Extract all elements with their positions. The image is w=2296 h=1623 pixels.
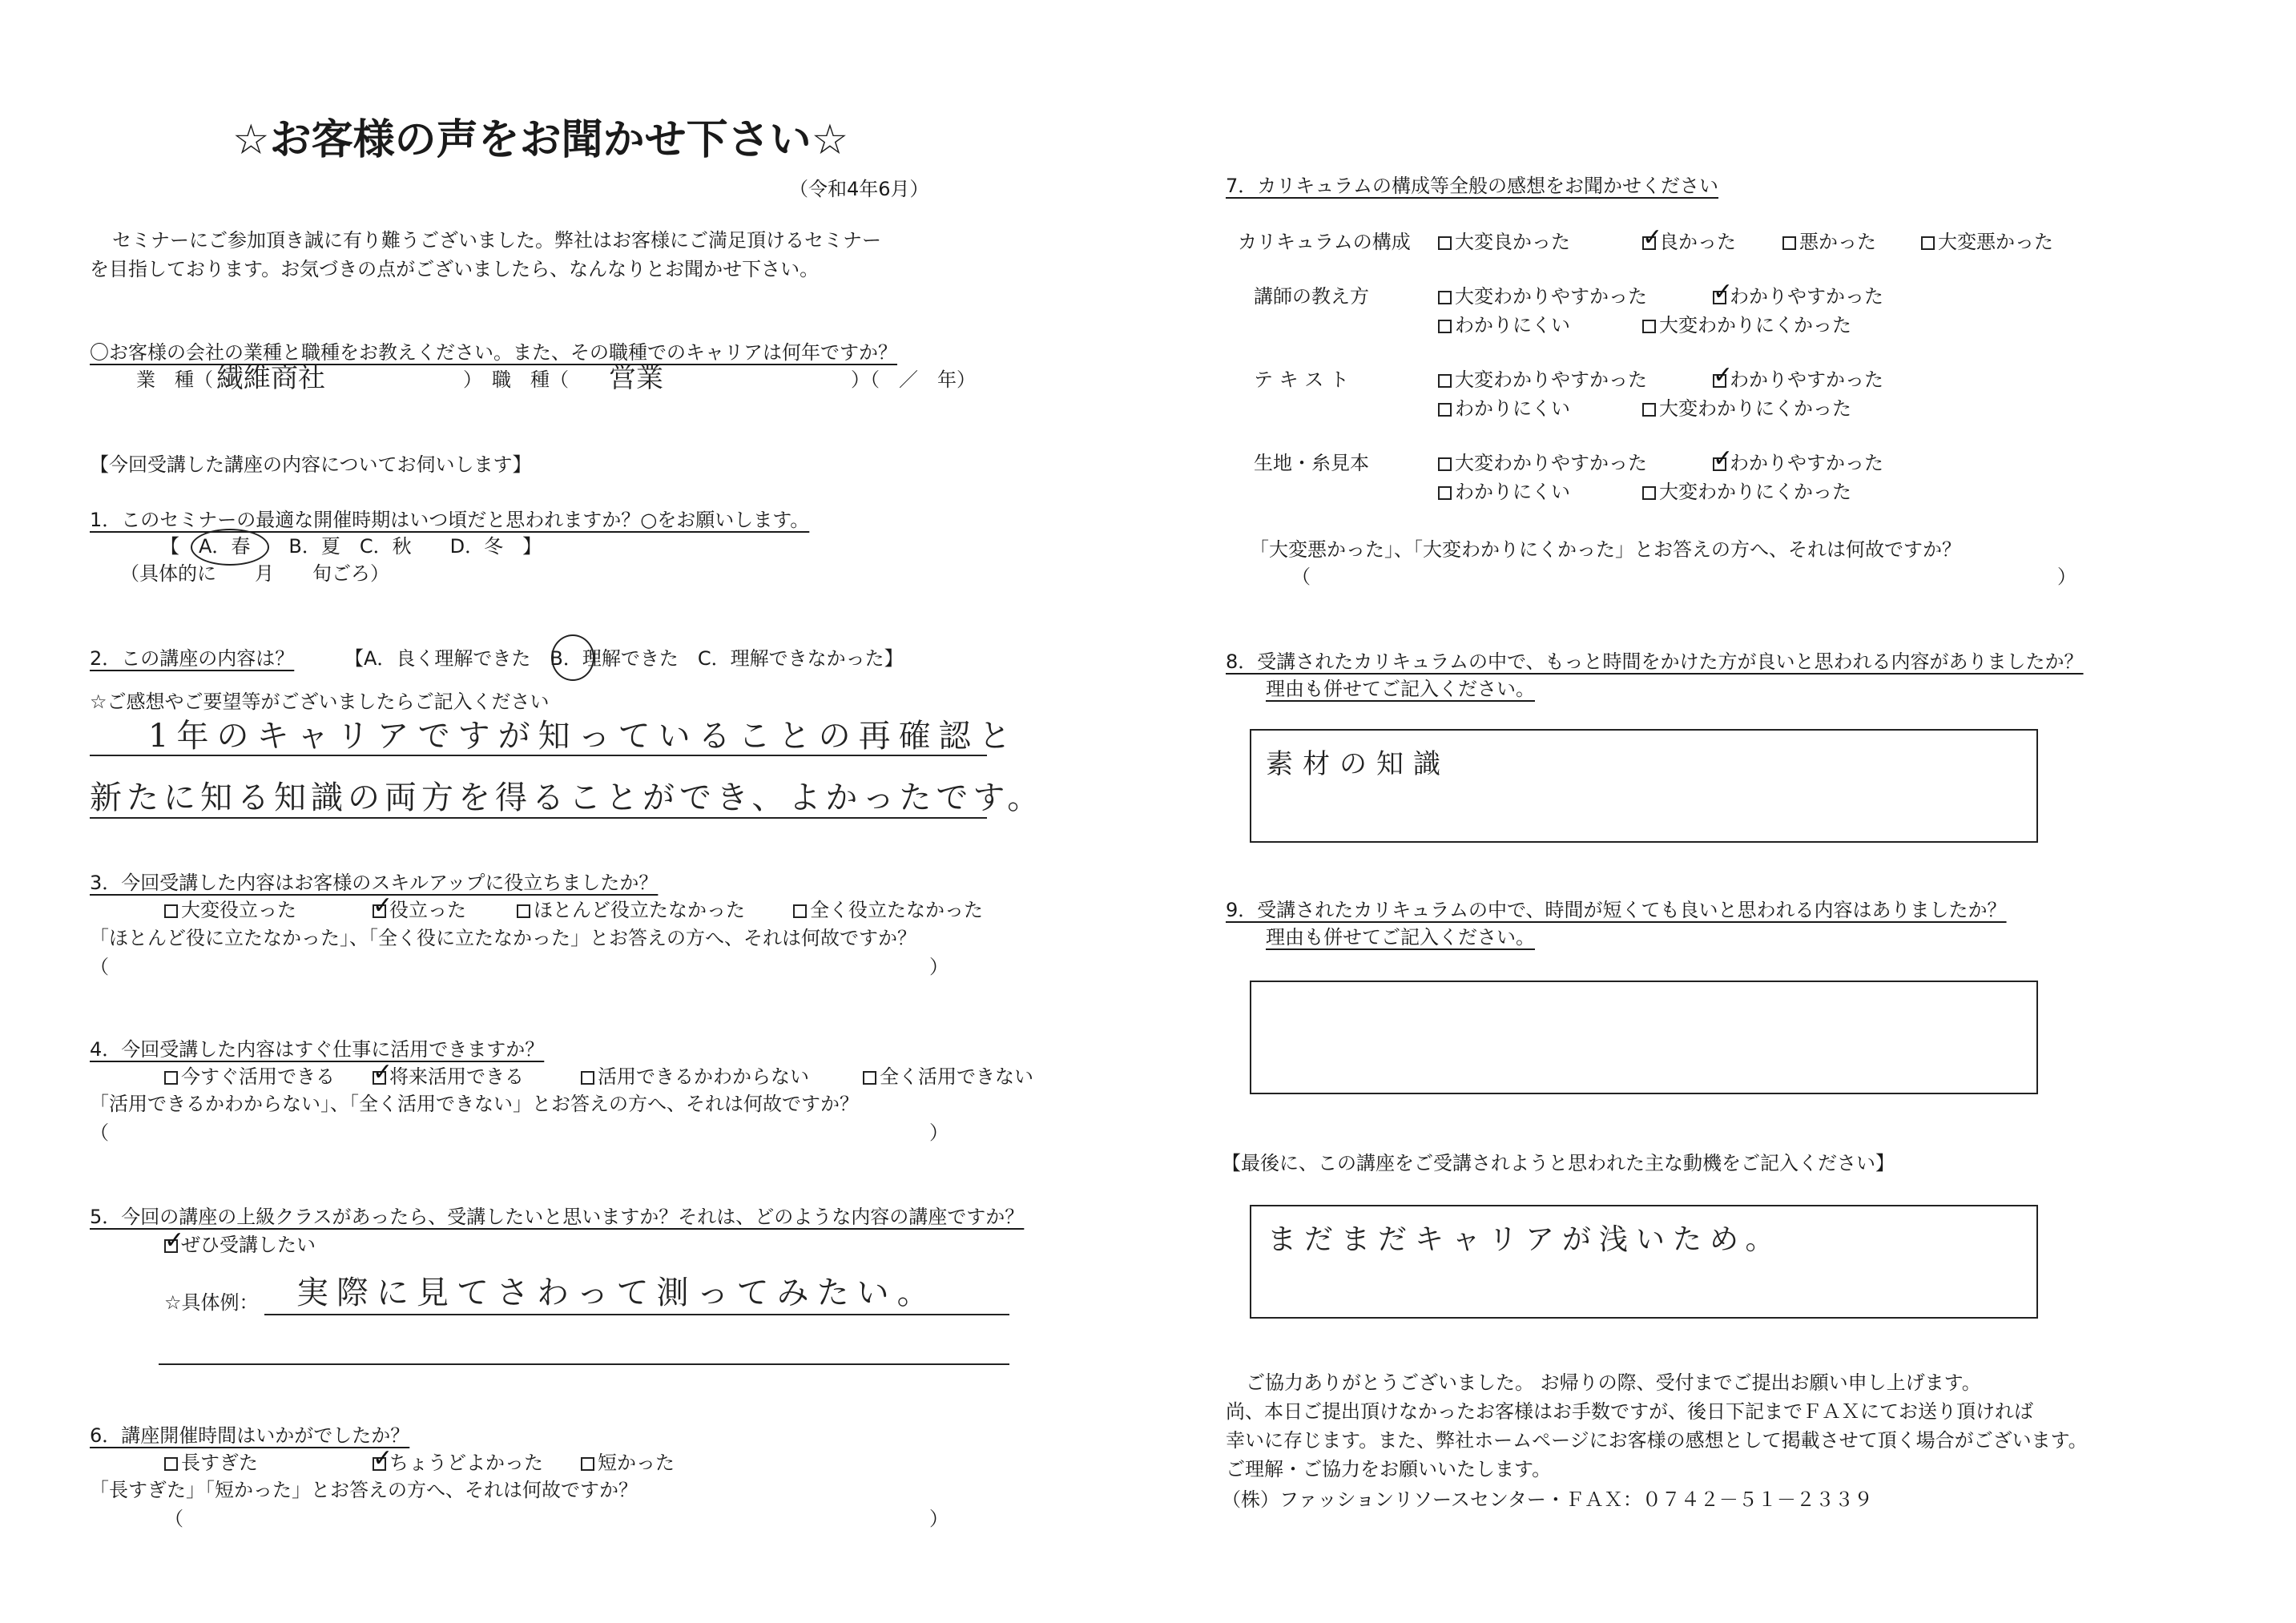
q7-text-clear[interactable] <box>1713 368 1883 392</box>
industry-value: 繊維商社 <box>216 362 325 394</box>
q2-answer-line2: 新たに知る知識の両方を得ることができ、よかったです。 <box>90 779 1045 816</box>
q5-answer-rule1 <box>264 1314 1009 1315</box>
checkbox-icon <box>1438 320 1452 333</box>
footer-line1: ご協力ありがとうございました。 お帰りの際、受付までご提出お願い申し上げます。 <box>1246 1371 1981 1394</box>
q1-options: 【 A．春 B．夏 C．秋 D．冬 】 <box>160 535 542 558</box>
q6-paren-close: ） <box>929 1508 949 1530</box>
q3-option-very-useful[interactable] <box>164 899 296 922</box>
q6-option-just-right[interactable] <box>373 1452 543 1475</box>
checkbox-icon <box>1642 486 1656 500</box>
q7-structure-very-bad[interactable] <box>1921 231 2053 254</box>
q7-text-very-unclear[interactable] <box>1642 397 1851 421</box>
q5-option-label: ぜひ受講したい <box>181 1234 316 1256</box>
checked-checkbox-icon <box>1642 236 1656 250</box>
q6-option-label: 短かった <box>598 1452 675 1474</box>
q7-option-label: 大変わかりやすかった <box>1455 452 1647 474</box>
q6-option-too-short[interactable] <box>581 1452 675 1475</box>
q7-option-label: わかりやすかった <box>1730 285 1883 308</box>
q3-paren-close: ） <box>929 956 949 978</box>
q7-option-label: 大変わかりにくかった <box>1659 481 1851 503</box>
q2-options: 【A．良く理解できた B．理解できた C．理解できなかった】 <box>344 647 904 670</box>
q4-option-label: 今すぐ活用できる <box>181 1065 335 1088</box>
q4-option-label: 全く活用できない <box>880 1065 1033 1088</box>
q7-structure-very-good[interactable] <box>1438 231 1570 254</box>
q6-paren-open: （ <box>164 1508 183 1530</box>
q7-followup: 「大変悪かった」、「大変わかりにくかった」とお答えの方へ、それは何故ですか？ <box>1250 538 1961 561</box>
checkbox-icon <box>863 1071 876 1085</box>
q2-answer-line1: 1年のキャリアですが知っていることの再確認と <box>148 718 1019 755</box>
checked-checkbox-icon <box>373 904 386 918</box>
q7-teaching-very-clear[interactable] <box>1438 285 1647 308</box>
q7-teaching-very-unclear[interactable] <box>1642 314 1851 337</box>
q2-answer-rule2 <box>90 817 987 819</box>
q4-question: 4．今回受講した内容はすぐ仕事に活用できますか？ <box>90 1038 545 1061</box>
q7-samples-very-unclear[interactable] <box>1642 481 1851 504</box>
checkbox-icon <box>1782 236 1796 250</box>
motivation-answer-box[interactable] <box>1250 1205 2038 1319</box>
q2-selected-circle <box>551 634 594 681</box>
q3-option-label: 役立った <box>389 899 466 921</box>
checkbox-icon <box>1438 236 1452 250</box>
section-heading: 【今回受講した講座の内容についてお伺いします】 <box>90 453 532 476</box>
checked-checkbox-icon <box>373 1071 386 1085</box>
q7-row-label: 講師の教え方 <box>1254 285 1369 308</box>
q7-paren-open: （ <box>1291 566 1311 588</box>
q4-option-unsure[interactable] <box>581 1065 809 1089</box>
q2-question: 2．この講座の内容は？ <box>90 647 295 670</box>
footer-line4: ご理解・ご協力をお願いいたします。 <box>1226 1458 1552 1480</box>
q1-question: 1．このセミナーの最適な開催時期はいつ頃だと思われますか？○をお願いします。 <box>90 509 810 531</box>
checkbox-icon <box>1438 291 1452 304</box>
q6-followup: 「長すぎた」「短かった」とお答えの方へ、それは何故ですか？ <box>90 1479 638 1501</box>
q5-example-label: ☆具体例： <box>164 1291 259 1314</box>
q1-specific: （具体的に 月 旬ごろ） <box>120 562 389 585</box>
q7-option-label: 大変良かった <box>1455 231 1570 253</box>
motivation-question: 【最後に、この講座をご受講されようと思われた主な動機をご記入ください】 <box>1222 1152 1895 1174</box>
q7-text-unclear[interactable] <box>1438 397 1570 421</box>
q7-row-label: 生地・糸見本 <box>1254 452 1369 474</box>
profile-question: 〇お客様の会社の業種と職種をお教えください。また、その職種でのキャリアは何年ですか？ <box>90 341 897 364</box>
q7-option-label: 大変わかりにくかった <box>1659 397 1851 420</box>
checkbox-icon <box>1438 403 1452 417</box>
q7-option-label: 大変悪かった <box>1938 231 2053 253</box>
checkbox-icon <box>1921 236 1935 250</box>
q9-answer-box[interactable] <box>1250 981 2038 1094</box>
checkbox-icon <box>1438 457 1452 471</box>
intro-text-line2: を目指しております。お気づきの点がございましたら、なんなりとお聞かせ下さい。 <box>90 258 820 280</box>
q2-comment-prompt: ☆ご感想やご要望等がございましたらご記入ください <box>90 691 550 713</box>
q3-paren-open: （ <box>90 956 109 978</box>
q4-option-future[interactable] <box>373 1065 524 1089</box>
checked-checkbox-icon <box>164 1239 178 1253</box>
q7-teaching-unclear[interactable] <box>1438 314 1570 337</box>
survey-date: （令和4年6月） <box>789 178 929 200</box>
q7-option-label: わかりにくい <box>1455 481 1570 503</box>
q4-paren-open: （ <box>90 1122 109 1144</box>
checkbox-icon <box>164 1457 178 1471</box>
q8-subtext: 理由も併せてご記入ください。 <box>1266 678 1535 700</box>
q7-paren-close: ） <box>2057 566 2076 588</box>
q7-option-label: わかりやすかった <box>1730 368 1883 391</box>
q3-question: 3．今回受講した内容はお客様のスキルアップに役立ちましたか？ <box>90 872 659 894</box>
q7-row-label: カリキュラムの構成 <box>1238 231 1411 253</box>
q4-option-now[interactable] <box>164 1065 335 1089</box>
q7-row-label: テ キ ス ト <box>1254 368 1349 391</box>
q7-option-label: わかりやすかった <box>1730 452 1883 474</box>
q3-followup: 「ほとんど役に立たなかった」、「全く役に立たなかった」とお答えの方へ、それは何故ですか？ <box>90 927 916 949</box>
q3-option-label: 全く役立たなかった <box>810 899 983 921</box>
q7-structure-bad[interactable] <box>1782 231 1876 254</box>
q1-selected-circle <box>191 529 269 566</box>
q7-option-label: わかりにくい <box>1455 314 1570 336</box>
career-years: ）（ ／ 年） <box>851 368 976 391</box>
q6-option-label: ちょうどよかった <box>389 1452 543 1474</box>
q7-samples-unclear[interactable] <box>1438 481 1570 504</box>
q7-structure-good[interactable] <box>1642 231 1736 254</box>
q7-samples-very-clear[interactable] <box>1438 452 1647 475</box>
checked-checkbox-icon <box>1713 291 1726 304</box>
checked-checkbox-icon <box>373 1457 386 1471</box>
q3-option-label: 大変役立った <box>181 899 296 921</box>
q7-option-label: 大変わかりやすかった <box>1455 285 1647 308</box>
job-label: ） 職 種（ <box>463 368 569 391</box>
footer-line3: 幸いに存じます。また、弊社ホームページにお客様の感想として掲載させて頂く場合がございます。 <box>1226 1429 2088 1452</box>
checked-checkbox-icon <box>1713 374 1726 388</box>
q3-option-not-useful[interactable] <box>793 899 983 922</box>
q5-example-value: 実際に見てさわって測ってみたい。 <box>296 1275 937 1311</box>
checkbox-icon <box>517 904 530 918</box>
q7-option-label: 大変わかりにくかった <box>1659 314 1851 336</box>
q9-question: 9．受講されたカリキュラムの中で、時間が短くても良いと思われる内容はありましたか？ <box>1226 899 2007 921</box>
q3-option-label: ほとんど役立たなかった <box>534 899 745 921</box>
checkbox-icon <box>164 904 178 918</box>
checkbox-icon <box>164 1071 178 1085</box>
q7-option-label: 大変わかりやすかった <box>1455 368 1647 391</box>
q4-paren-close: ） <box>929 1122 949 1144</box>
industry-label: 業 種（ <box>136 368 213 391</box>
q5-option-want[interactable] <box>164 1234 316 1257</box>
checkbox-icon <box>1642 403 1656 417</box>
footer-line2: 尚、本日ご提出頂けなかったお客様はお手数ですが、後日下記までＦＡＸにてお送り頂ければ <box>1226 1400 2033 1423</box>
checkbox-icon <box>581 1457 594 1471</box>
q5-answer-rule2 <box>159 1363 1009 1365</box>
q4-followup: 「活用できるかわからない」、「全く活用できない」とお答えの方へ、それは何故ですか？ <box>90 1093 859 1115</box>
checkbox-icon <box>1438 374 1452 388</box>
q7-question: 7．カリキュラムの構成等全般の感想をお聞かせください <box>1226 175 1719 197</box>
q7-teaching-clear[interactable] <box>1713 285 1883 308</box>
footer-contact: （株）ファッションリソースセンター・ＦＡＸ：０７４２－５１－２３３９ <box>1222 1488 1873 1511</box>
q2-answer-rule1 <box>90 755 987 756</box>
page-title: ☆お客様の声をお聞かせ下さい☆ <box>232 116 849 164</box>
q5-question: 5．今回の講座の上級クラスがあったら、受講したいと思いますか？それは、どのような内容の講座ですか？ <box>90 1206 1025 1228</box>
q3-option-useful[interactable] <box>373 899 466 922</box>
q7-samples-clear[interactable] <box>1713 452 1883 475</box>
q6-option-label: 長すぎた <box>181 1452 258 1474</box>
q4-option-not-usable[interactable] <box>863 1065 1033 1089</box>
q6-question: 6．講座開催時間はいかがでしたか？ <box>90 1424 410 1447</box>
checkbox-icon <box>1438 486 1452 500</box>
q9-subtext: 理由も併せてご記入ください。 <box>1266 926 1535 948</box>
intro-text-line1: セミナーにご参加頂き誠に有り難うございました。弊社はお客様にご満足頂けるセミナー <box>112 229 881 252</box>
q7-text-very-clear[interactable] <box>1438 368 1647 392</box>
q8-answer-box[interactable] <box>1250 729 2038 843</box>
checked-checkbox-icon <box>1713 457 1726 471</box>
checkbox-icon <box>581 1071 594 1085</box>
q7-option-label: わかりにくい <box>1455 397 1570 420</box>
checkbox-icon <box>793 904 807 918</box>
q8-question: 8．受講されたカリキュラムの中で、もっと時間をかけた方が良いと思われる内容がありましたか？ <box>1226 650 2084 673</box>
q4-option-label: 将来活用できる <box>389 1065 524 1088</box>
q6-option-too-long[interactable] <box>164 1452 258 1475</box>
q4-option-label: 活用できるかわからない <box>598 1065 809 1088</box>
q7-option-label: 悪かった <box>1799 231 1876 253</box>
motivation-answer-text: まだまだキャリアが浅いため。 <box>1267 1223 1782 1256</box>
checkbox-icon <box>1642 320 1656 333</box>
q7-option-label: 良かった <box>1659 231 1736 253</box>
job-value: 営業 <box>609 362 663 394</box>
q8-answer-text: 素材の知識 <box>1266 748 1450 780</box>
q3-option-hardly-useful[interactable] <box>517 899 745 922</box>
